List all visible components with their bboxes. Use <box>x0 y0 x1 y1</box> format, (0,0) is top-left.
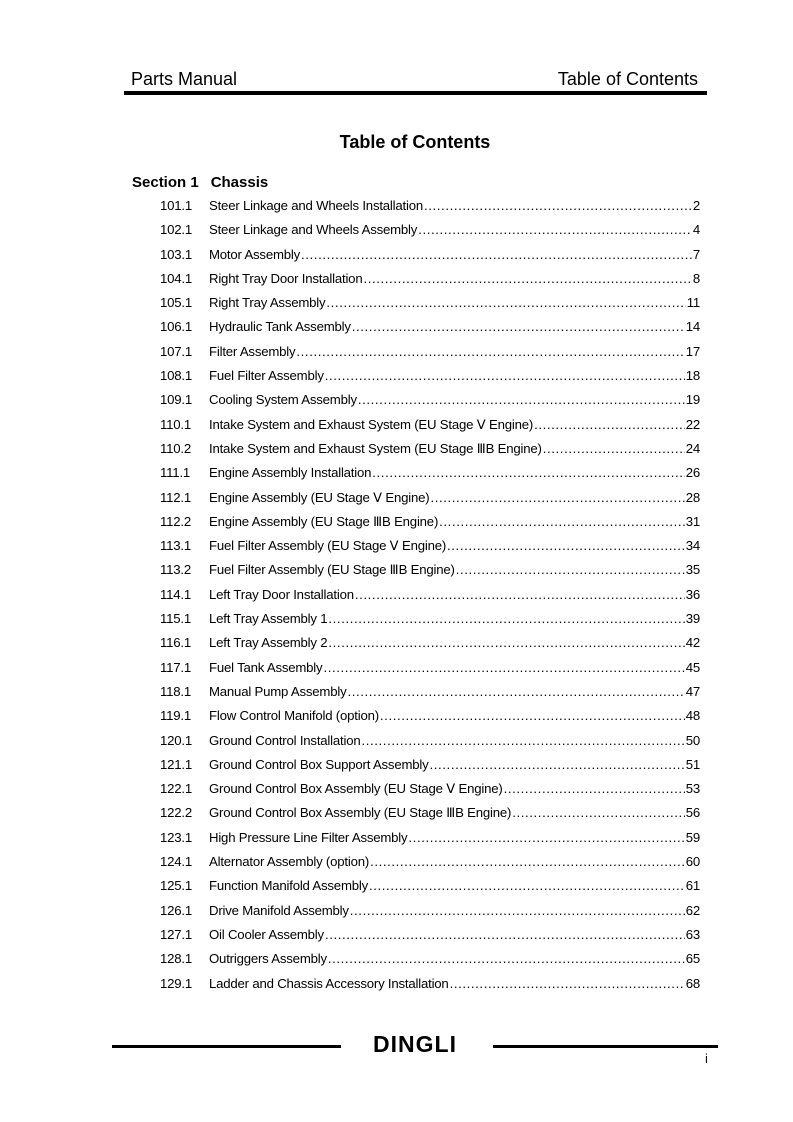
toc-entry-title: Engine Assembly Installation <box>209 465 372 481</box>
toc-entry-title: Intake System and Exhaust System (EU Stage Ⅴ Engine) <box>209 416 534 432</box>
toc-entry-page: 59 <box>685 829 700 845</box>
toc-entry-title: Hydraulic Tank Assembly <box>209 319 351 335</box>
toc-entry-page: 4 <box>692 222 700 238</box>
toc-list <box>160 198 700 1000</box>
toc-dot-leader <box>325 927 685 942</box>
toc-dot-leader <box>361 733 684 748</box>
toc-entry-title: Oil Cooler Assembly <box>209 926 324 942</box>
toc-entry-number: 105.1 <box>160 295 193 311</box>
toc-entry-page: 2 <box>692 198 700 213</box>
toc-entry-title: Manual Pump Assembly <box>209 683 347 699</box>
toc-entry-title: Left Tray Assembly 1 <box>209 611 328 627</box>
toc-entry-number: 115.1 <box>160 611 192 627</box>
toc-entry-title: Right Tray Assembly <box>209 295 326 311</box>
header-rule <box>124 91 707 95</box>
toc-entry-number: 116.1 <box>160 635 192 651</box>
toc-dot-leader <box>323 660 684 675</box>
toc-entry-number: 102.1 <box>160 222 193 238</box>
toc-dot-leader <box>370 854 685 869</box>
toc-entry-title: Engine Assembly (EU Stage ⅢB Engine) <box>209 513 439 529</box>
toc-entry[interactable] <box>160 368 700 392</box>
section-heading <box>132 174 268 191</box>
toc-entry-title: Ground Control Box Support Assembly <box>209 756 429 772</box>
toc-entry-page: 42 <box>685 635 700 651</box>
toc-entry-number: 114.1 <box>160 586 192 602</box>
toc-entry[interactable] <box>160 878 700 902</box>
toc-dot-leader <box>301 247 692 262</box>
toc-entry-title: Right Tray Door Installation <box>209 270 363 286</box>
toc-dot-leader <box>430 490 684 505</box>
toc-entry-number: 120.1 <box>160 732 193 748</box>
toc-entry-page: 61 <box>685 878 700 894</box>
toc-entry[interactable] <box>160 562 700 586</box>
toc-dot-leader <box>350 903 685 918</box>
toc-entry[interactable] <box>160 344 700 368</box>
toc-entry-page: 7 <box>692 246 700 262</box>
toc-entry-page: 36 <box>685 586 700 602</box>
toc-entry[interactable] <box>160 198 700 222</box>
toc-entry[interactable] <box>160 805 700 829</box>
toc-entry-title: Alternator Assembly (option) <box>209 854 370 870</box>
toc-entry[interactable] <box>160 854 700 878</box>
toc-entry[interactable] <box>160 319 700 343</box>
toc-entry-number: 117.1 <box>160 659 192 675</box>
toc-entry-title: Drive Manifold Assembly <box>209 902 349 918</box>
toc-entry-number: 119.1 <box>160 708 192 724</box>
toc-entry[interactable] <box>160 611 700 635</box>
toc-entry-title: Ground Control Installation <box>209 732 361 748</box>
toc-entry[interactable] <box>160 733 700 757</box>
document-title: Table of Contents <box>339 132 491 152</box>
toc-dot-leader <box>358 392 685 407</box>
toc-entry-title: Engine Assembly (EU Stage Ⅴ Engine) <box>209 489 430 505</box>
toc-dot-leader <box>380 708 685 723</box>
section-number: Section 1 <box>132 174 199 191</box>
toc-entry-number: 121.1 <box>160 756 193 772</box>
toc-entry-title: Fuel Filter Assembly <box>209 368 324 384</box>
toc-entry-page: 47 <box>685 683 700 699</box>
toc-entry-title: Left Tray Assembly 2 <box>209 635 328 651</box>
toc-entry-page: 65 <box>685 951 700 967</box>
toc-entry-title: Ground Control Box Assembly (EU Stage ⅢB Engine) <box>209 805 512 821</box>
toc-entry-page: 50 <box>685 732 700 748</box>
toc-entry[interactable] <box>160 927 700 951</box>
toc-entry-number: 112.1 <box>160 489 192 505</box>
toc-entry[interactable] <box>160 514 700 538</box>
toc-entry-page: 62 <box>685 902 700 918</box>
toc-entry-title: Steer Linkage and Wheels Installation <box>209 198 423 213</box>
toc-dot-leader <box>408 830 684 845</box>
toc-entry-title: Ladder and Chassis Accessory Installation <box>209 975 449 991</box>
toc-entry-number: 108.1 <box>160 368 193 384</box>
toc-entry[interactable] <box>160 465 700 489</box>
toc-entry[interactable] <box>160 222 700 246</box>
toc-entry[interactable] <box>160 660 700 684</box>
toc-entry[interactable] <box>160 684 700 708</box>
toc-entry-page: 14 <box>685 319 700 335</box>
toc-entry-page: 63 <box>685 926 700 942</box>
toc-dot-leader <box>363 271 691 286</box>
toc-entry-number: 109.1 <box>160 392 193 408</box>
toc-entry[interactable] <box>160 708 700 732</box>
toc-entry-title: High Pressure Line Filter Assembly <box>209 829 408 845</box>
toc-dot-leader <box>347 684 684 699</box>
toc-entry[interactable] <box>160 490 700 514</box>
toc-entry-number: 103.1 <box>160 246 193 262</box>
toc-entry-number: 113.2 <box>160 562 192 578</box>
toc-entry-number: 107.1 <box>160 343 193 359</box>
toc-entry-number: 111.1 <box>160 465 191 481</box>
toc-entry-page: 17 <box>685 343 700 359</box>
toc-entry-number: 124.1 <box>160 854 193 870</box>
toc-entry-title: Function Manifold Assembly <box>209 878 368 894</box>
dingli-logo: DINGLI <box>373 1031 457 1057</box>
toc-entry-page: 35 <box>685 562 700 578</box>
section-name: Chassis <box>210 174 269 191</box>
toc-entry-page: 11 <box>686 295 700 311</box>
toc-dot-leader <box>325 368 685 383</box>
toc-entry-page: 48 <box>685 708 700 724</box>
toc-dot-leader <box>512 805 685 820</box>
toc-entry[interactable] <box>160 951 700 975</box>
toc-entry-page: 26 <box>685 465 700 481</box>
toc-dot-leader <box>418 222 692 237</box>
toc-entry[interactable] <box>160 903 700 927</box>
toc-entry-title: Flow Control Manifold (option) <box>209 708 379 724</box>
toc-entry-page: 34 <box>685 538 700 554</box>
toc-entry-page: 22 <box>685 416 700 432</box>
toc-entry-page: 39 <box>685 611 700 627</box>
toc-entry[interactable] <box>160 587 700 611</box>
toc-dot-leader <box>372 465 684 480</box>
toc-dot-leader <box>296 344 684 359</box>
toc-entry[interactable] <box>160 830 700 854</box>
toc-entry-page: 19 <box>685 392 700 408</box>
toc-entry-page: 51 <box>685 756 700 772</box>
toc-dot-leader <box>328 611 684 626</box>
toc-entry-title: Motor Assembly <box>209 246 301 262</box>
toc-entry-number: 113.1 <box>160 538 192 554</box>
toc-entry-page: 31 <box>685 513 700 529</box>
toc-dot-leader <box>424 198 692 213</box>
toc-entry-page: 56 <box>685 805 700 821</box>
toc-dot-leader <box>504 781 685 796</box>
toc-entry-number: 112.2 <box>160 513 192 529</box>
toc-entry-number: 106.1 <box>160 319 193 335</box>
toc-entry-title: Fuel Filter Assembly (EU Stage Ⅴ Engine) <box>209 538 447 554</box>
toc-dot-leader <box>534 417 685 432</box>
toc-entry-title: Fuel Filter Assembly (EU Stage ⅢB Engine) <box>209 562 455 578</box>
toc-entry-page: 18 <box>685 368 700 384</box>
toc-entry-number: 129.1 <box>160 975 193 991</box>
toc-entry-title: Outriggers Assembly <box>209 951 327 967</box>
toc-entry-page: 28 <box>685 489 700 505</box>
toc-entry[interactable] <box>160 538 700 562</box>
toc-entry[interactable] <box>160 976 700 1000</box>
page-number: i <box>705 1051 708 1066</box>
toc-entry-number: 127.1 <box>160 926 193 942</box>
toc-entry-number: 126.1 <box>160 902 193 918</box>
toc-entry-title: Filter Assembly <box>209 343 296 359</box>
toc-entry[interactable] <box>160 635 700 659</box>
page-header-left: Parts Manual <box>131 69 238 89</box>
toc-dot-leader <box>439 514 685 529</box>
toc-entry-title: Cooling System Assembly <box>209 392 357 408</box>
toc-entry-number: 125.1 <box>160 878 193 894</box>
toc-dot-leader <box>450 976 685 991</box>
toc-entry-page: 45 <box>685 659 700 675</box>
toc-entry-number: 128.1 <box>160 951 193 967</box>
toc-entry-number: 110.1 <box>160 416 192 432</box>
toc-entry-number: 104.1 <box>160 270 193 286</box>
toc-entry-number: 123.1 <box>160 829 193 845</box>
toc-entry[interactable] <box>160 417 700 441</box>
toc-entry-page: 8 <box>692 270 700 286</box>
toc-entry-title: Left Tray Door Installation <box>209 586 354 602</box>
toc-entry-number: 122.2 <box>160 805 193 821</box>
toc-dot-leader <box>328 635 684 650</box>
toc-entry-page: 24 <box>685 440 700 456</box>
toc-entry-number: 101.1 <box>160 198 193 213</box>
toc-entry[interactable] <box>160 781 700 805</box>
toc-entry[interactable] <box>160 295 700 319</box>
page-header-right: Table of Contents <box>557 69 698 89</box>
toc-entry-title: Intake System and Exhaust System (EU Stage ⅢB Engine) <box>209 440 542 456</box>
toc-entry-title: Fuel Tank Assembly <box>209 659 323 675</box>
toc-entry-title: Steer Linkage and Wheels Assembly <box>209 222 418 238</box>
toc-entry-number: 118.1 <box>160 683 192 699</box>
toc-entry[interactable] <box>160 441 700 465</box>
toc-dot-leader <box>352 319 685 334</box>
toc-entry-page: 53 <box>685 781 700 797</box>
toc-dot-leader <box>369 878 685 893</box>
toc-entry-title: Ground Control Box Assembly (EU Stage Ⅴ Engine) <box>209 781 503 797</box>
toc-dot-leader <box>355 587 685 602</box>
toc-entry[interactable] <box>160 271 700 295</box>
toc-dot-leader <box>543 441 685 456</box>
toc-entry-number: 122.1 <box>160 781 193 797</box>
toc-entry-page: 68 <box>685 975 700 991</box>
toc-entry[interactable] <box>160 247 700 271</box>
toc-dot-leader <box>447 538 685 553</box>
toc-entry[interactable] <box>160 392 700 416</box>
toc-entry-number: 110.2 <box>160 440 192 456</box>
toc-entry[interactable] <box>160 757 700 781</box>
toc-dot-leader <box>328 951 685 966</box>
toc-entry-page: 60 <box>685 854 700 870</box>
toc-dot-leader <box>430 757 685 772</box>
toc-dot-leader <box>326 295 685 310</box>
toc-dot-leader <box>456 562 685 577</box>
